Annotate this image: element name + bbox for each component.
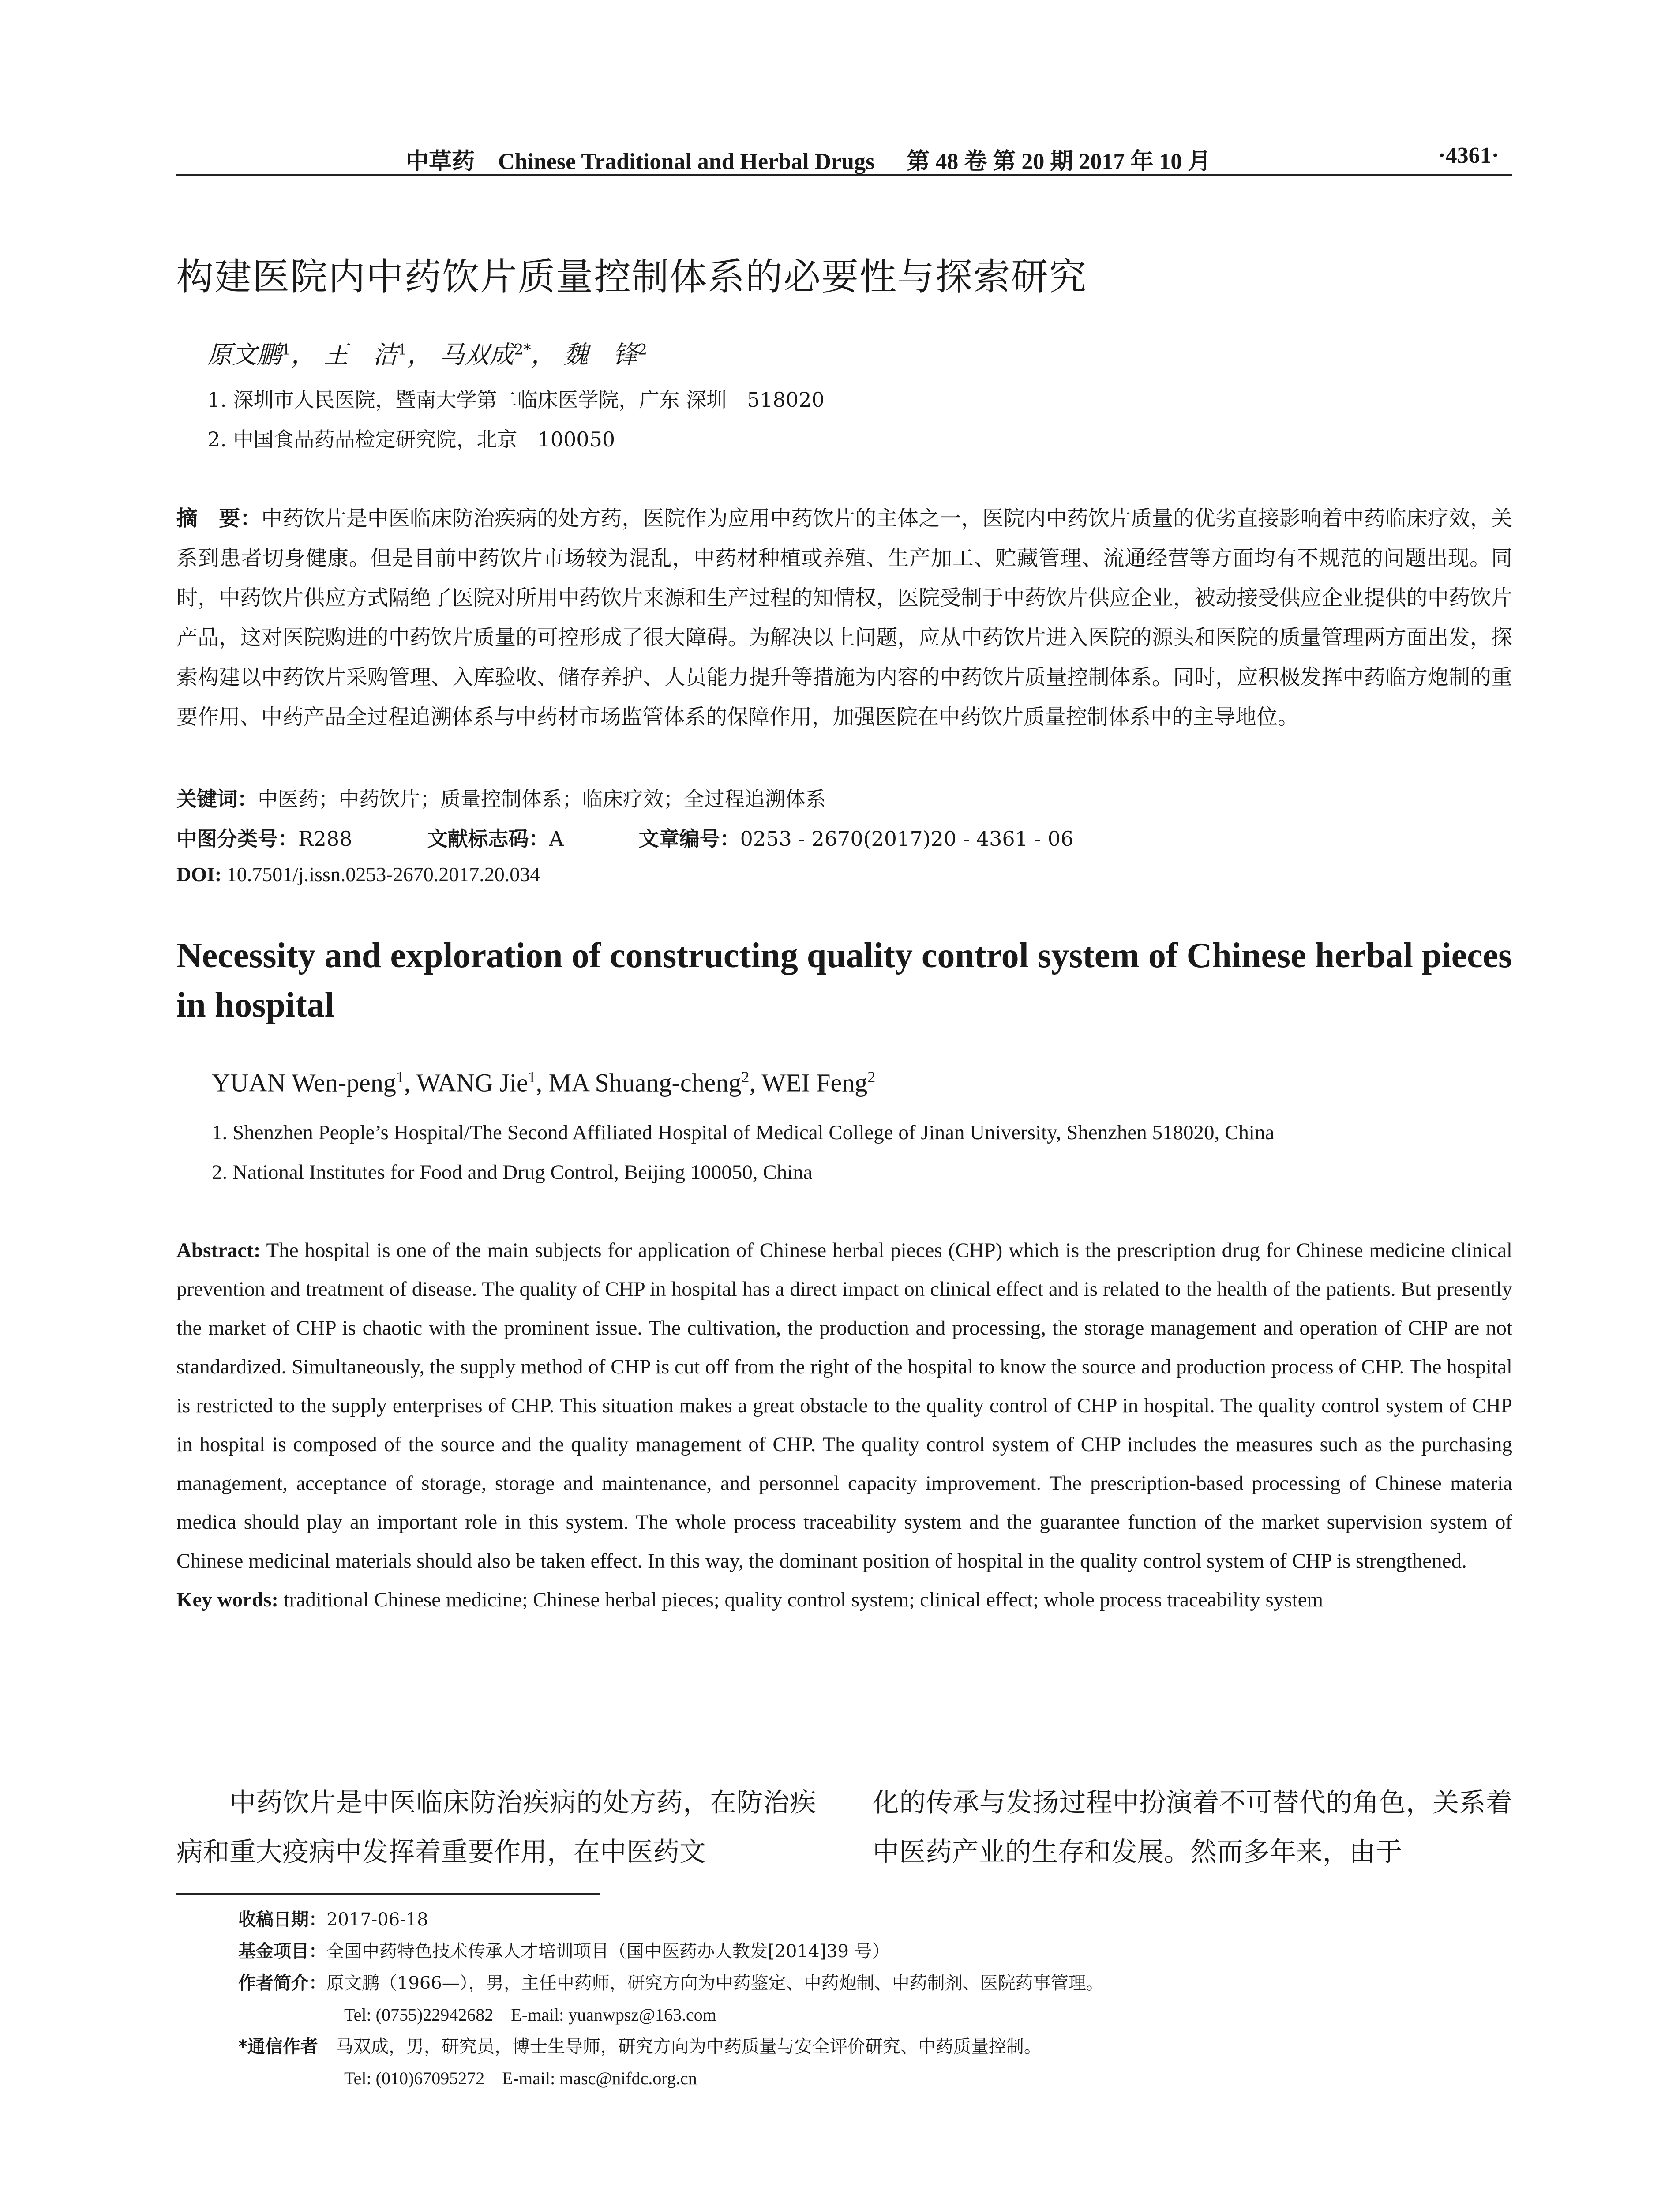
keywords-label: 关键词： <box>176 787 258 811</box>
keywords-text: traditional Chinese medicine; Chinese herbal pieces; quality control system; clinical effect; whole process traceability system <box>278 1588 1324 1611</box>
body-text-left-column: 中药饮片是中医临床防治疾病的处方药，在防治疾病和重大疫病中发挥着重要作用，在中医药文 <box>176 1787 816 1868</box>
author-name: 马双成 <box>439 341 514 369</box>
article-number-label: 文章编号： <box>638 827 740 851</box>
author-name: 王 洁 <box>323 341 398 369</box>
english-authors: YUAN Wen-peng$^1$, WANG Jie$^1$, MA Shuang-cheng$^2$, WEI Feng$^2$ <box>212 1068 876 1097</box>
chinese-title: 构建医院内中药饮片质量控制体系的必要性与探索研究 <box>176 255 1088 298</box>
received-date: 2017-06-18 <box>326 1910 428 1930</box>
corresponding-label: *通信作者 <box>238 2037 318 2057</box>
footnote-corresponding <box>238 2031 1104 2063</box>
clc-value: R288 <box>298 827 352 851</box>
received-label: 收稿日期： <box>238 1910 326 1930</box>
fund-text: 全国中药特色技术传承人才培训项目（国中医药办人教发[2014]39 号） <box>326 1941 890 1962</box>
author-affiliation-mark: 1 <box>398 341 408 359</box>
author-name: WANG Jie <box>416 1068 528 1097</box>
chinese-authors: 原文鹏$^1$， 王 洁$^1$， 马双成$^{2*}$， 魏 锋$^2$ <box>207 341 647 369</box>
author-affiliation-mark: 1 <box>528 1068 536 1086</box>
footnote-fund <box>238 1936 1104 1967</box>
author-affiliation-mark: 1 <box>396 1068 404 1086</box>
keywords-text: 中医药；中药饮片；质量控制体系；临床疗效；全过程追溯体系 <box>258 787 826 811</box>
abstract-text: The hospital is one of the main subjects for application of Chinese herbal pieces (CHP) which is the prescription drug for Chinese medicine clinical prevention and treatment of disease. The quality of CHP in hospital has a direct impact on clinical effect and is related to the health of the patients. But presently the market of CHP is chaotic with the prominent issue. The cultivation, the production and processing, the storage management and operation of CHP are not standardized. Simultaneously, the supply method of CHP is cut off from the right of the hospital to know the source and production process of CHP. The hospital is restricted to the supply enterprises of CHP. This situation makes a great obstacle to the quality control of CHP in hospital. The quality control system of CHP in hospital is composed of the source and the quality management of CHP. The quality control system of CHP includes the measures such as the purchasing management, acceptance of storage, storage and maintenance, and personnel capacity improvement. The prescription-based processing of Chinese materia medica should play an important role in this system. The whole process traceability system and the guarantee function of the market supervision system of Chinese medicinal materials should also be taken effect. In this way, the dominant position of hospital in the quality control system of CHP is strengthened. <box>176 1239 1512 1572</box>
author-name: 原文鹏 <box>207 341 281 369</box>
journal-name <box>406 143 1211 176</box>
issue-info: 第 48 卷 第 20 期 2017 年 10 月 <box>907 149 1211 174</box>
journal-name-en: Chinese Traditional and Herbal Drugs <box>498 149 875 174</box>
corresponding-contact: Tel: (010)67095272 E-mail: masc@nifdc.org.cn <box>344 2068 697 2088</box>
abstract-label: 摘 要： <box>176 506 262 531</box>
chinese-abstract <box>176 499 1512 737</box>
author-name: MA Shuang-cheng <box>548 1068 742 1097</box>
author-name: WEI Feng <box>761 1068 868 1097</box>
chinese-affiliation-1: 1. 深圳市人民医院，暨南大学第二临床医学院，广东 深圳 518020 <box>207 388 825 412</box>
page-number: ·4361· <box>1438 143 1499 168</box>
article-number-value: 0253 - 2670(2017)20 - 4361 - 06 <box>740 827 1074 851</box>
doc-code-value: A <box>549 827 564 851</box>
doi-line <box>176 863 1512 886</box>
author-contact: Tel: (0755)22942682 E-mail: yuanwpsz@163.com <box>344 2005 716 2025</box>
chinese-keywords <box>176 783 1512 812</box>
english-abstract <box>176 1231 1512 1619</box>
author-bio-label: 作者简介： <box>238 1973 326 1993</box>
author-name: 魏 锋 <box>563 341 638 369</box>
abstract-text: 中药饮片是中医临床防治疾病的处方药，医院作为应用中药饮片的主体之一，医院内中药饮片质量的优劣直接影响着中药临床疗效，关系到患者切身健康。但是目前中药饮片市场较为混乱，中药材种植或养殖、生产加工、贮藏管理、流通经营等方面均有不规范的问题出现。同时，中药饮片供应方式隔绝了医院对所用中药饮片来源和生产过程的知情权，医院受制于中药饮片供应企业，被动接受供应企业提供的中药饮片产品，这对医院购进的中药饮片质量的可控形成了很大障碍。为解决以上问题，应从中药饮片进入医院的源头和医院的质量管理两方面出发，探索构建以中药饮片采购管理、入库验收、储存养护、人员能力提升等措施为内容的中药饮片质量控制体系。同时，应积极发挥中药临方炮制的重要作用、中药产品全过程追溯体系与中药材市场监管体系的保障作用，加强医院在中药饮片质量控制体系中的主导地位。 <box>176 506 1512 729</box>
footnote-author <box>238 1967 1104 1999</box>
clc-label: 中图分类号： <box>176 827 298 851</box>
author-bio-text: 原文鹏（1966—），男，主任中药师，研究方向为中药鉴定、中药炮制、中药制剂、医院药事管理。 <box>326 1973 1104 1993</box>
keywords-label: Key words: <box>176 1588 279 1611</box>
author-affiliation-mark: 2 <box>867 1068 876 1086</box>
author-affiliation-mark: 2* <box>514 341 531 359</box>
abstract-label: Abstract: <box>176 1239 261 1262</box>
doc-code-label: 文献标志码： <box>427 827 549 851</box>
english-affiliation-1: 1. Shenzhen People’s Hospital/The Second Affiliated Hospital of Medical College of Jinan University, Shenzhen 518020, China <box>212 1121 1275 1144</box>
english-affiliation-2: 2. National Institutes for Food and Drug Control, Beijing 100050, China <box>212 1161 813 1184</box>
chinese-affiliation-2: 2. 中国食品药品检定研究院，北京 100050 <box>207 428 615 451</box>
author-affiliation-mark: 2 <box>741 1068 750 1086</box>
english-title: Necessity and exploration of constructing quality control system of Chinese herbal pieces in hospital <box>176 936 1512 1024</box>
corresponding-text: 马双成，男，研究员，博士生导师，研究方向为中药质量与安全评价研究、中药质量控制。 <box>335 2037 1042 2057</box>
author-affiliation-mark: 2 <box>638 341 647 359</box>
classification-line <box>176 823 1512 852</box>
author-name: YUAN Wen-peng <box>212 1068 396 1097</box>
journal-name-cn: 中草药 <box>406 148 475 175</box>
fund-label: 基金项目： <box>238 1941 326 1962</box>
doi-label: DOI: <box>176 863 222 885</box>
running-header <box>176 139 1512 176</box>
footnote-received <box>238 1904 1104 1936</box>
author-affiliation-mark: 1 <box>281 341 291 359</box>
footnote-divider <box>176 1893 600 1895</box>
body-text-right-column: 化的传承与发扬过程中扮演着不可替代的角色，关系着中医药产业的生存和发展。然而多年来，由于 <box>873 1787 1512 1868</box>
footnotes <box>238 1904 1104 2094</box>
doi-link[interactable]: 10.7501/j.issn.0253-2670.2017.20.034 <box>221 863 540 885</box>
